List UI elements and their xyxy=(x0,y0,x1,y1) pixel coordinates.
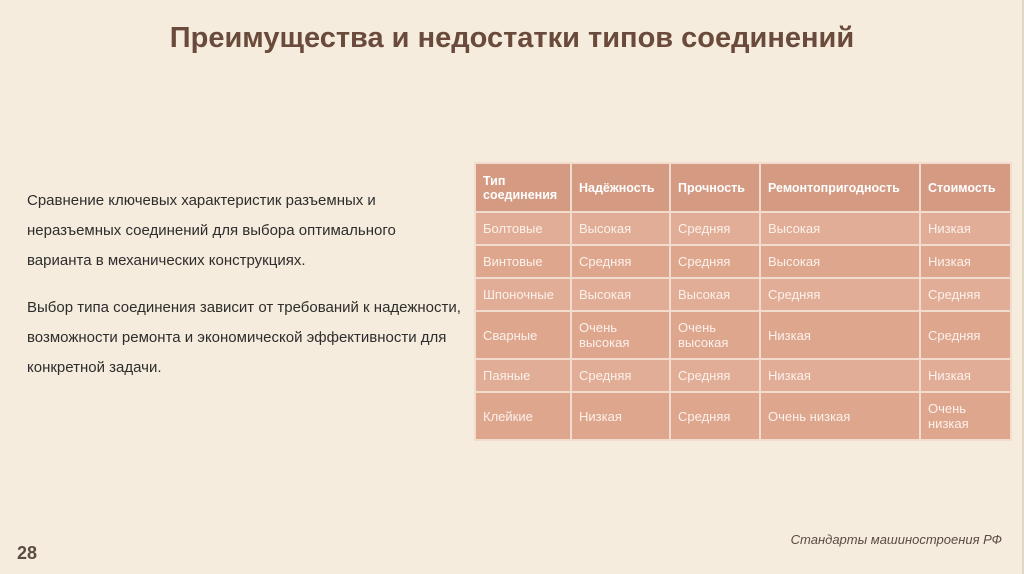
table-cell: Очень низкая xyxy=(760,392,920,440)
table-cell: Средняя xyxy=(670,212,760,245)
table-cell: Паяные xyxy=(475,359,571,392)
table-header-row xyxy=(475,163,1011,212)
table-cell: Средняя xyxy=(760,278,920,311)
table-cell: Высокая xyxy=(571,212,670,245)
comparison-table-container xyxy=(474,162,1010,439)
table-row xyxy=(475,392,1011,440)
table-cell: Высокая xyxy=(670,278,760,311)
table-cell: Клейкие xyxy=(475,392,571,440)
table-cell: Высокая xyxy=(760,245,920,278)
header-cell-strength: Прочность xyxy=(670,163,760,212)
table-cell: Средняя xyxy=(670,245,760,278)
table-header xyxy=(475,163,1011,212)
table-cell: Средняя xyxy=(920,278,1011,311)
slide-title: Преимущества и недостатки типов соединений xyxy=(169,22,855,54)
header-cell-reliability: Надёжность xyxy=(571,163,670,212)
table-cell: Низкая xyxy=(760,311,920,359)
table-body xyxy=(475,212,1011,440)
table-cell: Низкая xyxy=(571,392,670,440)
table-row xyxy=(475,212,1011,245)
description-text xyxy=(27,186,462,383)
table-cell: Болтовые xyxy=(475,212,571,245)
table-cell: Высокая xyxy=(760,212,920,245)
description-paragraph: Выбор типа соединения зависит от требований к надежности, возможности ремонта и экономической эффективности для конкретной задачи. xyxy=(27,299,461,376)
table-row xyxy=(475,311,1011,359)
table-cell: Сварные xyxy=(475,311,571,359)
table-row xyxy=(475,359,1011,392)
footer-note: Стандарты машиностроения РФ xyxy=(790,532,1002,547)
table-cell: Средняя xyxy=(670,359,760,392)
description-paragraph: Сравнение ключевых характеристик разъемных и неразъемных соединений для выбора оптимального варианта в механических конструкциях. xyxy=(27,192,396,269)
header-cell-repairability: Ремонтопригодность xyxy=(760,163,920,212)
table-row xyxy=(475,278,1011,311)
table-cell: Шпоночные xyxy=(475,278,571,311)
table-row xyxy=(475,245,1011,278)
table-cell: Очень высокая xyxy=(571,311,670,359)
table-cell: Средняя xyxy=(920,311,1011,359)
table-cell: Низкая xyxy=(920,359,1011,392)
table-cell: Высокая xyxy=(571,278,670,311)
comparison-table xyxy=(474,162,1012,441)
table-cell: Средняя xyxy=(571,359,670,392)
table-cell: Средняя xyxy=(571,245,670,278)
page-number: 28 xyxy=(17,543,38,563)
table-cell: Низкая xyxy=(920,245,1011,278)
table-cell: Очень высокая xyxy=(670,311,760,359)
table-cell: Низкая xyxy=(760,359,920,392)
table-cell: Низкая xyxy=(920,212,1011,245)
table-cell: Очень низкая xyxy=(920,392,1011,440)
header-cell-type: Тип соединения xyxy=(475,163,571,212)
header-cell-cost: Стоимость xyxy=(920,163,1011,212)
table-cell: Средняя xyxy=(670,392,760,440)
table-cell: Винтовые xyxy=(475,245,571,278)
